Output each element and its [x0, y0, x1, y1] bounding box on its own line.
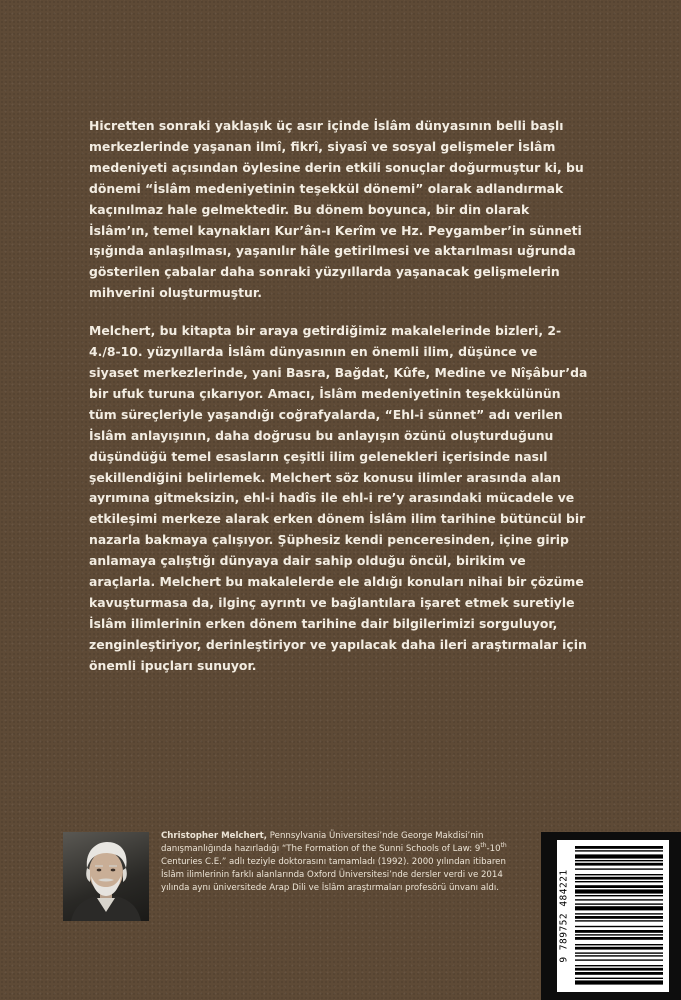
- author-bio-sup-1: th: [480, 842, 487, 850]
- author-section: [63, 830, 623, 922]
- barcode-bar: [575, 930, 663, 933]
- barcode-bar: [575, 877, 663, 880]
- barcode-bar: [575, 968, 663, 971]
- barcode-bar: [575, 850, 663, 851]
- back-cover-blurb: [89, 116, 589, 694]
- barcode-panel: [541, 832, 681, 1000]
- barcode-bar: [575, 959, 663, 960]
- barcode-bar: [575, 846, 663, 849]
- author-bio: [161, 830, 521, 895]
- author-bio-text-2: -10: [486, 844, 501, 855]
- barcode-bar: [575, 952, 663, 953]
- barcode-bar: [575, 885, 663, 888]
- barcode-bar: [575, 980, 663, 984]
- barcode-bar: [575, 868, 663, 869]
- barcode-bar: [575, 944, 663, 945]
- barcode-bar: [575, 899, 663, 900]
- barcode-bar: [575, 934, 663, 935]
- barcode-bar: [575, 906, 663, 910]
- barcode-bar: [575, 895, 663, 896]
- author-bio-text-1: Pennsylvania Üniversitesi’nde George Makdisi’nin danışmanlığında hazırladığı “The Formation of the Sunni Schools of Law: 9: [161, 831, 484, 855]
- barcode-bar: [575, 903, 663, 904]
- barcode-bar: [575, 947, 663, 950]
- barcode-bar: [575, 860, 663, 861]
- barcode-bar: [575, 854, 663, 858]
- barcode-bar: [575, 881, 663, 882]
- barcode-bar: [575, 972, 663, 975]
- barcode-bar: [575, 955, 663, 956]
- barcode-bar: [575, 863, 663, 866]
- author-portrait-icon: [63, 832, 149, 921]
- barcode-bar: [575, 965, 663, 966]
- author-name: Christopher Melchert,: [161, 831, 268, 841]
- author-photo: [63, 832, 149, 921]
- blurb-paragraph-1: Hicretten sonraki yaklaşık üç asır içinde İslâm dünyasının belli başlı merkezlerinde yaşanan ilmî, fikrî, siyasî ve sosyal gelişmeler İslâm medeniyeti açısından öylesine derin etkili sonuçlar doğurmuştur ki, bu dönemi “İslâm medeniyetinin teşekkül dönemi” olarak adlandırmak kaçınılmaz hale gelmektedir. Bu dönem boyunca, bir din olarak İslâm’ın, temel kaynakları Kur’ân-ı Kerîm ve Hz. Peygamber’in sünneti ışığında anlaşılması, yaşanılır hâle getirilmesi ve aktarılması uğrunda gösterilen çabalar daha sonraki yüzyıllarda yaşanacak gelişmelerin mihverini oluşturmuştur.: [89, 118, 584, 301]
- barcode-bar: [575, 913, 663, 914]
- barcode-bar: [575, 874, 663, 875]
- barcode-bar: [575, 978, 663, 979]
- barcode-bar: [575, 926, 663, 927]
- barcode-bar: [575, 916, 663, 919]
- barcode-bar: [575, 920, 663, 921]
- blurb-paragraph-2: Melchert, bu kitapta bir araya getirdiğimiz makalelerinde bizleri, 2-4./8-10. yüzyıllarda İslâm dünyasının en önemli ilim, düşünce ve siyaset merkezlerinde, yani Basra, Bağdat, Kûfe, Medine ve Nîşâbur’da bir ufuk turuna çıkarıyor. Amacı, İslâm medeniyetinin teşekkülünün tüm süreçleriyle yaşandığı coğrafyalarda, “Ehl-i sünnet” adı verilen İslâm anlayışının, daha doğrusu bu anlayışın özünü oluşturduğunu düşündüğü temel esasların çeşitli ilim gelenekleri içerisinde nasıl şekillendiğini belirlemek. Melchert söz konusu ilimler arasında alan ayrımına gitmeksizin, ehl-i hadîs ile ehl-i re’y arasındaki mücadele ve etkileşimi merkeze alarak erken dönem İslâm ilim tarihine bütüncül bir nazarla bakmaya çalışıyor. Şüphesiz kendi penceresinden, içine girip anlamaya çalıştığı dünyaya dair sahip olduğu öncül, birikim ve araçlarla. Melchert bu makalelerde ele aldığı konuları nihai bir çözüme kavuşturmasa da, ilginç ayrıntı ve bağlantılara işaret etmek suretiyle İslâm ilimlerinin erken dönem tarihine dair bilgilerimizi sorguluyor, zenginleştiriyor, derinleştiriyor ve yapılacak daha ileri araştırmalar için önemli ipuçları sunuyor.: [89, 323, 588, 673]
- barcode-bars-icon: [557, 840, 669, 992]
- barcode-bar: [575, 889, 663, 893]
- isbn-barcode: [557, 840, 669, 992]
- barcode-bar: [575, 937, 663, 940]
- author-bio-text-3: Centuries C.E.” adlı teziyle doktorasını tamamladı (1992). 2000 yılından itibaren İslâm ilimlerinin farklı alanlarında Oxford Üniversitesi’nde dersler verdi ve 2014 yılında aynı üniversitede Arap Dili ve İslâm araştırmaları profesörü ünvanı aldı.: [161, 857, 506, 894]
- author-bio-sup-2: th: [500, 842, 507, 850]
- barcode-digits: 9 789752 484221: [558, 869, 570, 963]
